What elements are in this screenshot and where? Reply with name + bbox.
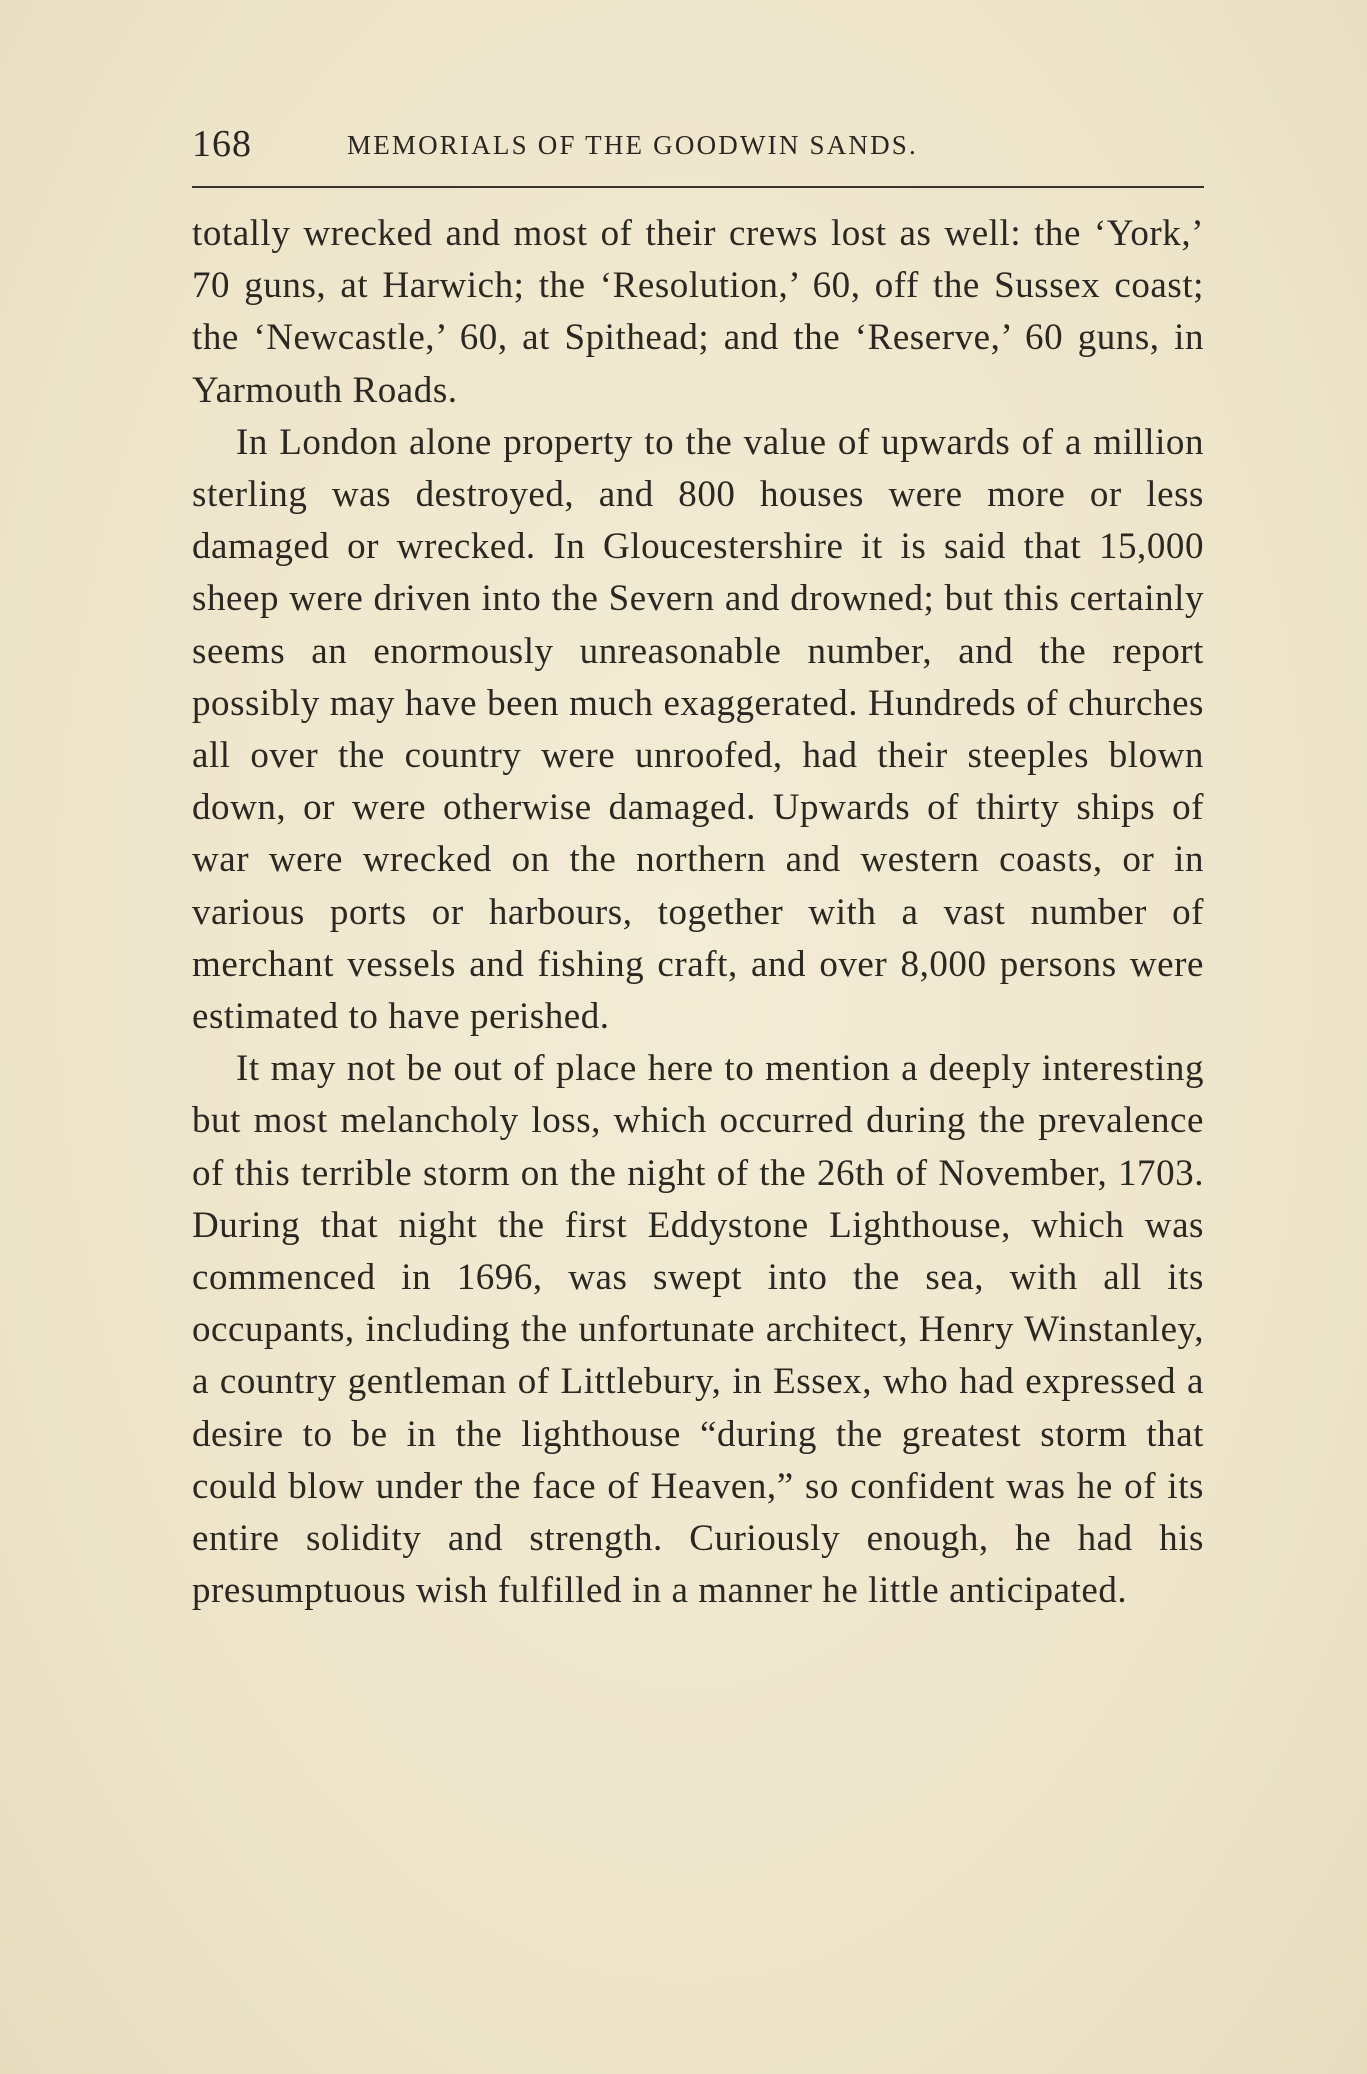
header-rule	[192, 186, 1204, 188]
page-header	[192, 122, 1204, 174]
running-title: MEMORIALS OF THE GOODWIN SANDS.	[347, 130, 918, 160]
paragraph-2: In London alone property to the value of upwards of a million sterling was destroyed, and 800 houses were more or less damaged or wrecked. In Gloucestershire it is said that 15,000 sheep were driven into the Severn and drowned; but this certainly seems an enormously unreasonable number, and the report possibly may have been much exaggerated. Hundreds of churches all over the country were unroofed, had their steeples blown down, or were otherwise damaged. Upwards of thirty ships of war were wrecked on the northern and western coasts, or in various ports or harbours, together with a vast number of merchant vessels and fishing craft, and over 8,000 persons were estimated to have perished.	[192, 421, 1204, 1038]
paragraph-3: It may not be out of place here to mention a deeply interesting but most melancholy loss, which occurred during the prevalence of this terrible storm on the night of the 26th of November, 1703. During that night the first Eddystone Lighthouse, which was commenced in 1696, was swept into the sea, with all its occupants, including the unfortunate architect, Henry Winstanley, a country gentleman of Littlebury, in Essex, who had expressed a desire to be in the lighthouse “during the greatest storm that could blow under the face of Heaven,” so confident was he of its entire solidity and strength. Curiously enough, he had his presumptuous wish fulfilled in a manner he little anticipated.	[192, 1048, 1204, 1612]
page-number: 168	[192, 123, 252, 165]
body-text	[192, 208, 1204, 1617]
paragraph-1: totally wrecked and most of their crews lost as well: the ‘York,’ 70 guns, at Harwich; the ‘Resolution,’ 60, off the Sussex coast; the ‘Newcastle,’ 60, at Spithead; and the ‘Reserve,’ 60 guns, in Yarmouth Roads.	[192, 213, 1204, 411]
